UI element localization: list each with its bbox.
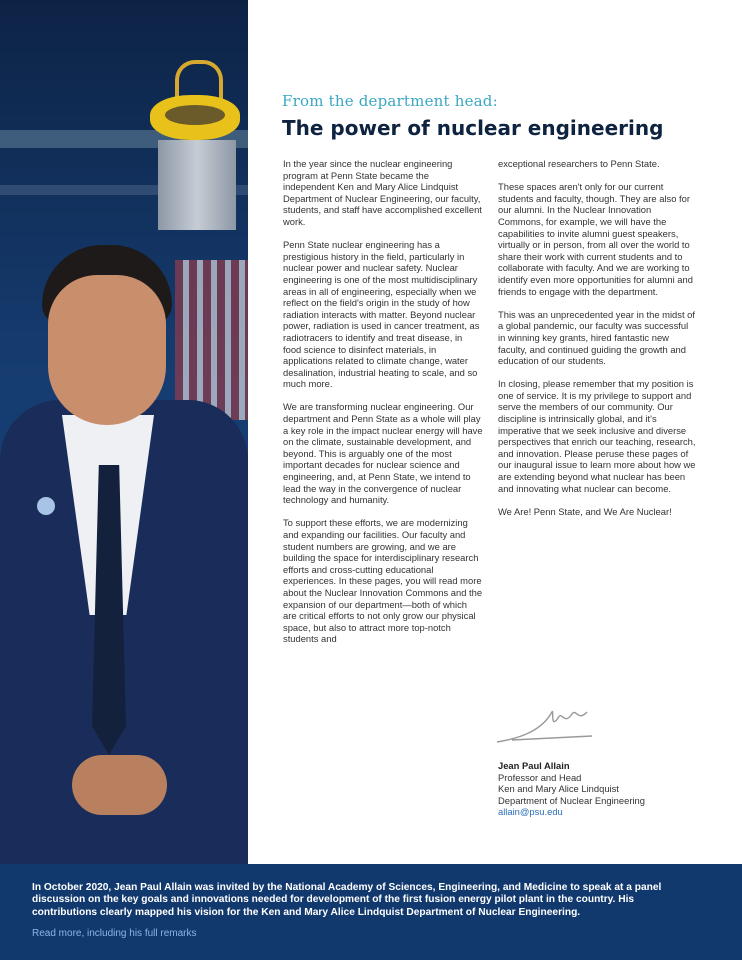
signer-department: Department of Nuclear Engineering: [498, 794, 645, 806]
paragraph: This was an unprecedented year in the midst of a global pandemic, our faculty was successful in winning key grants, hired fantastic new faculty, and continued guiding the growth and education of our students.: [498, 308, 695, 367]
paragraph: We Are! Penn State, and We Are Nuclear!: [498, 505, 672, 517]
lapel-pin: [37, 497, 55, 515]
face: [48, 275, 166, 425]
banner-text: In October 2020, Jean Paul Allain was invited by the National Academy of Sciences, Engineering, and Medicine to speak at a panel discussion on the key goals and innovations needed for development of the first fusion energy pilot plant in the country. His contributions clearly mapped his vision for the Ken and Mary Alice Lindquist Department of Nuclear Engineering.: [32, 882, 662, 918]
equipment-cylinder: [158, 140, 236, 230]
section-eyebrow: From the department head:: [282, 92, 498, 110]
body-column-1: [283, 158, 483, 657]
background-stripes: [175, 260, 248, 420]
paragraph: These spaces aren't only for our current students and faculty, though. They are also for our alumni. In the Nuclear Innovation Commons, for example, we will have the capabilities to invite alumni guest speakers, virtually or in person, from all over the world to share their work with current students and to collaborate with faculty. And we are working to identify even more opportunities for alumni and friends to engage with the department.: [498, 181, 693, 297]
read-more-link[interactable]: Read more, including his full remarks: [32, 928, 197, 939]
signer-email-link[interactable]: allain@psu.edu: [498, 806, 563, 818]
signature-block: [498, 760, 645, 818]
paragraph: In the year since the nuclear engineering program at Penn State became the independent Ken and Mary Alice Lindquist Department of Nuclear Engineering, our faculty, students, and staff have accomplished excellent work.: [283, 158, 482, 227]
hands: [72, 755, 167, 815]
body-column-2: [498, 158, 698, 529]
paragraph: To support these efforts, we are modernizing and expanding our facilities. Our faculty and student numbers are growing, and we are building the space for interdisciplinary research efforts and cross-cutting educational experiences. In these pages, you will read more about the Nuclear Innovation Commons and the expansion of our department—both of which are critical efforts to not only grow our physical space, but also to attract more top-notch students and: [283, 517, 483, 645]
signer-department: Ken and Mary Alice Lindquist: [498, 783, 619, 795]
paragraph: In closing, please remember that my position is one of service. It is my privilege to support and serve the members of our community. Our discipline is intrinsically global, and it's imperative that we seek inclusive and diverse perspectives that enrich our teaching, research, and innovation. Please peruse these pages of our inaugural issue to learn more about how we are extending beyond what nuclear has been and innovating what nuclear can become.: [498, 378, 696, 494]
signature-graphic: [492, 700, 602, 750]
paragraph: exceptional researchers to Penn State.: [498, 158, 660, 169]
page-title: The power of nuclear engineering: [282, 116, 664, 140]
paragraph: Penn State nuclear engineering has a prestigious history in the field, particularly in nuclear power and nuclear safety. Nuclear engineering is one of the most multidisciplinary areas in all of engineering, especially when we reflect on the field's origin in the study of how radiation interacts with matter. Beyond nuclear power, radiation is used in cancer treatment, as radiotracers to identify and treat disease, in food science to disinfect materials, in applications related to climate change, water desalination, industrial heating to scale, and so much more.: [283, 239, 480, 390]
portrait-photo: [0, 0, 248, 864]
footer-banner: [0, 864, 742, 960]
equipment-interior: [165, 105, 225, 125]
signer-title: Professor and Head: [498, 771, 582, 783]
paragraph: We are transforming nuclear engineering. Our department and Penn State as a whole will play a key role in the impact nuclear energy will have on the climate, sustainable development, and beyond. This is arguably one of the most important decades for nuclear science and engineering, and, at Penn State, we intend to lead the way in the convergence of nuclear technology and humanity.: [283, 401, 483, 506]
signer-name: Jean Paul Allain: [498, 760, 570, 771]
